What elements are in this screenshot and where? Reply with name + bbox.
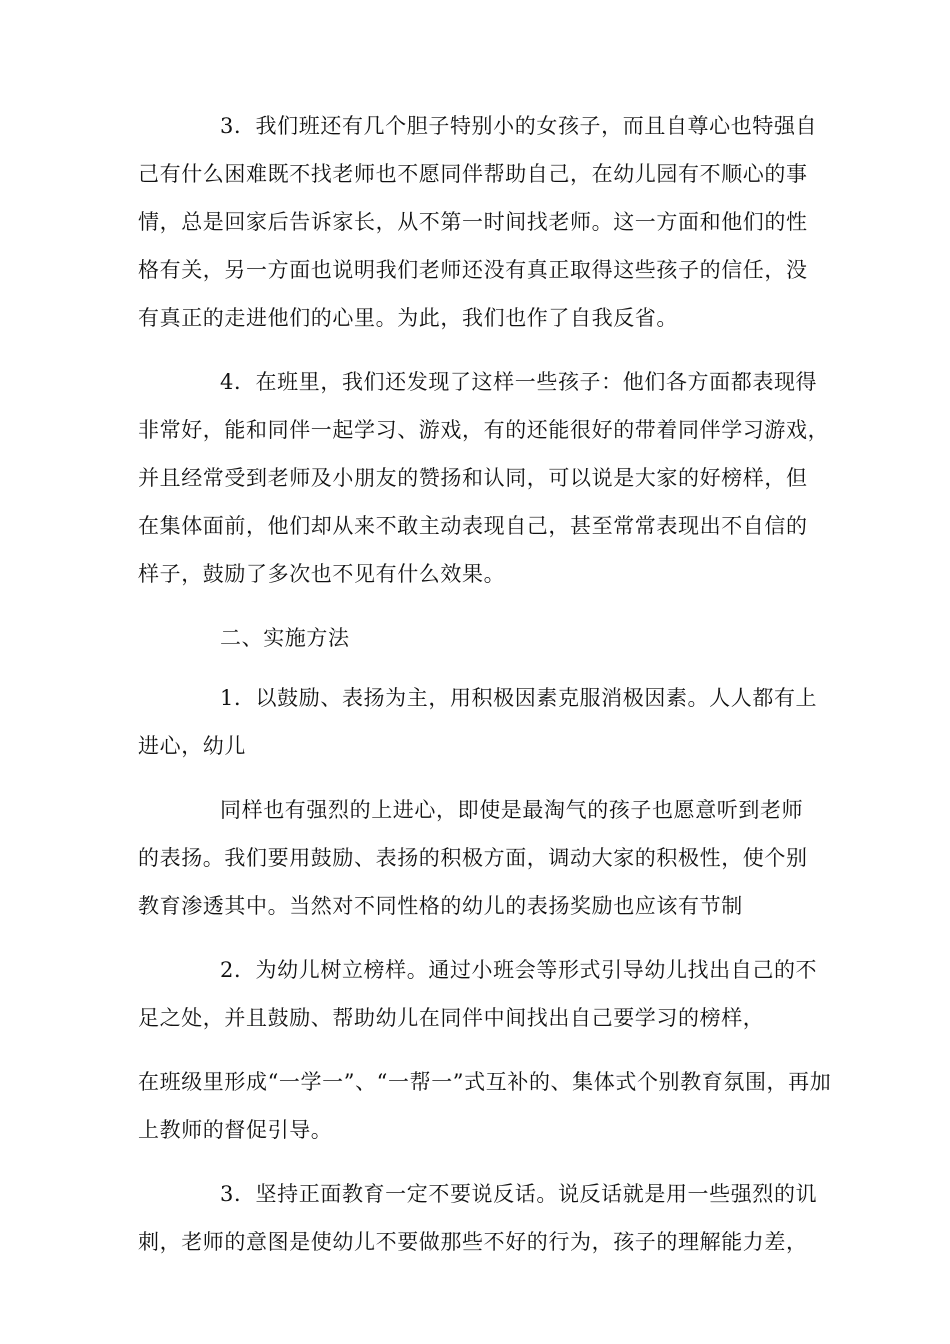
paragraph-line: 刺，老师的意图是使幼儿不要做那些不好的行为，孩子的理解能力差， xyxy=(138,1230,808,1254)
paragraph-line: 足之处，并且鼓励、帮助幼儿在同伴中间找出自己要学习的榜样， xyxy=(138,1006,765,1030)
paragraph-line: 1．以鼓励、表扬为主，用积极因素克服消极因素。人人都有上 xyxy=(220,686,818,710)
paragraph-line: 4．在班里，我们还发现了这样一些孩子：他们各方面都表现得 xyxy=(220,370,818,394)
paragraph-line: 情，总是回家后告诉家长，从不第一时间找老师。这一方面和他们的性 xyxy=(138,210,808,234)
paragraph-line: 教育渗透其中。当然对不同性格的幼儿的表扬奖励也应该有节制 xyxy=(138,894,743,918)
paragraph-line: 并且经常受到老师及小朋友的赞扬和认同，可以说是大家的好榜样，但 xyxy=(138,466,808,490)
paragraph-line: 在集体面前，他们却从来不敢主动表现自己，甚至常常表现出不自信的 xyxy=(138,514,808,538)
paragraph-line: 有真正的走进他们的心里。为此，我们也作了自我反省。 xyxy=(138,306,678,330)
paragraph-line: 己有什么困难既不找老师也不愿同伴帮助自己，在幼儿园有不顺心的事 xyxy=(138,162,808,186)
paragraph-line: 上教师的督促引导。 xyxy=(138,1118,333,1142)
paragraph-line: 非常好，能和同伴一起学习、游戏，有的还能很好的带着同伴学习游戏， xyxy=(138,418,830,442)
section-heading: 二、实施方法 xyxy=(220,626,350,650)
paragraph-line: 3．坚持正面教育一定不要说反话。说反话就是用一些强烈的讥 xyxy=(220,1182,818,1206)
paragraph-line: 格有关，另一方面也说明我们老师还没有真正取得这些孩子的信任，没 xyxy=(138,258,808,282)
paragraph-line: 进心，幼儿 xyxy=(138,734,246,758)
paragraph-line: 样子，鼓励了多次也不见有什么效果。 xyxy=(138,562,506,586)
paragraph-line: 的表扬。我们要用鼓励、表扬的积极方面，调动大家的积极性，使个别 xyxy=(138,846,808,870)
paragraph-line: 3．我们班还有几个胆子特别小的女孩子，而且自尊心也特强自 xyxy=(220,114,818,138)
paragraph-line: 在班级里形成“一学一”、“一帮一”式互补的、集体式个别教育氛围，再加 xyxy=(138,1070,832,1094)
paragraph-line: 2．为幼儿树立榜样。通过小班会等形式引导幼儿找出自己的不 xyxy=(220,958,818,982)
paragraph-line: 同样也有强烈的上进心，即使是最淘气的孩子也愿意听到老师 xyxy=(220,798,804,822)
